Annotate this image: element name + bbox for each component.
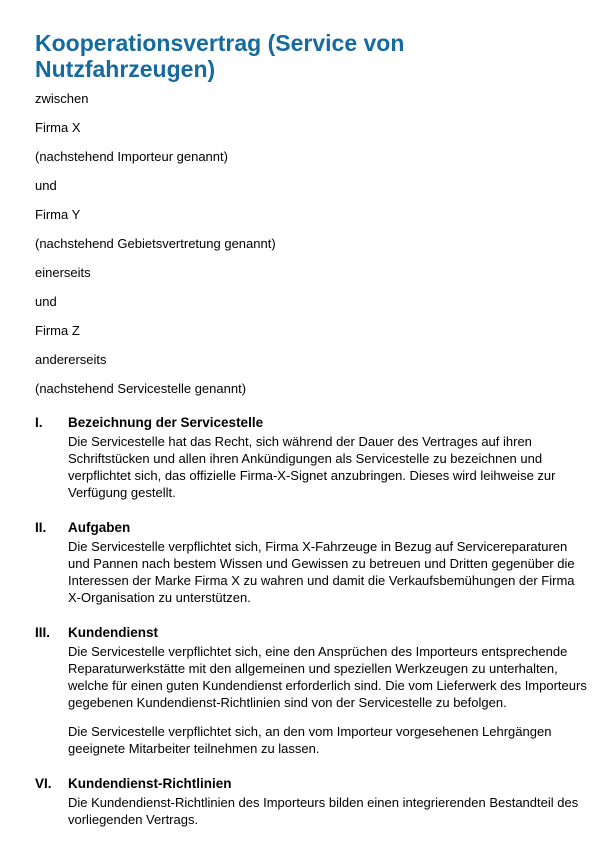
- section-aufgaben: [35, 519, 587, 606]
- intro-line-party: Firma Y: [35, 207, 81, 222]
- section-kundendienst-richtlinien: [35, 775, 587, 828]
- intro-line-party: Firma Z: [35, 323, 80, 338]
- intro-line: und: [35, 294, 57, 309]
- section-paragraph: Die Servicestelle verpflichtet sich, Firma X-Fahrzeuge in Bezug auf Servicereparaturen und Pannen nach bestem Wissen und Gewissen zu betreuen und Dritten gegenüber die Interessen der Marke Firma X zu wahren und damit die Verkaufsbemühungen der Firma X-Organisation zu unterstützen.: [68, 539, 575, 605]
- section-heading-row: [35, 519, 587, 536]
- intro-line: (nachstehend Gebietsvertretung genannt): [35, 236, 276, 251]
- intro-line: (nachstehend Importeur genannt): [35, 149, 228, 164]
- section-paragraph: Die Servicestelle verpflichtet sich, an den vom Importeur vorgesehenen Lehrgängen geeignete Mitarbeiter teilnehmen zu lassen.: [68, 724, 552, 756]
- section-heading: Kundendienst-Richtlinien: [68, 776, 232, 791]
- intro-line: andererseits: [35, 352, 107, 367]
- section-heading: Kundendienst: [68, 625, 158, 640]
- section-heading-row: [35, 775, 587, 792]
- section-heading-row: [35, 624, 587, 641]
- section-numeral: II.: [35, 520, 47, 535]
- intro-line: zwischen: [35, 91, 89, 106]
- section-numeral: VI.: [35, 776, 52, 791]
- intro-line: (nachstehend Servicestelle genannt): [35, 381, 247, 396]
- section-numeral: III.: [35, 625, 51, 640]
- section-heading-row: [35, 414, 587, 431]
- intro-line-party: Firma X: [35, 120, 81, 135]
- intro-line: einerseits: [35, 265, 91, 280]
- section-paragraph: Die Servicestelle hat das Recht, sich während der Dauer des Vertrages auf ihren Schriftstücken und allen ihren Ankündigungen als Servicestelle zu bezeichnen und verpflichtet sich, das offizielle Firma-X-Signet anzubringen. Dieses wird leihweise zur Verfügung gestellt.: [68, 434, 556, 500]
- section-heading: Aufgaben: [68, 520, 131, 535]
- section-paragraph: Die Servicestelle verpflichtet sich, eine den Ansprüchen des Importeurs entsprechende Reparaturwerkstätte mit den allgemeinen und speziellen Werkzeugen zu unterhalten, welche für einen guten Kundendienst erforderlich sind. Die vom Lieferwerk des Importeurs gegebenen Kundendienst-Richtlinien sind von der Servicestelle zu befolgen.: [68, 644, 587, 710]
- section-bezeichnung-der-servicestelle: [35, 414, 587, 501]
- document-title: Kooperationsvertrag (Service von Nutzfahrzeugen): [35, 30, 405, 82]
- contract-parties-intro: [35, 91, 587, 396]
- section-heading: Bezeichnung der Servicestelle: [68, 415, 264, 430]
- section-numeral: I.: [35, 415, 43, 430]
- section-paragraph: Die Kundendienst-Richtlinien des Importeurs bilden einen integrierenden Bestandteil des vorliegenden Vertrags.: [68, 795, 579, 827]
- intro-line: und: [35, 178, 57, 193]
- section-kundendienst: [35, 624, 587, 757]
